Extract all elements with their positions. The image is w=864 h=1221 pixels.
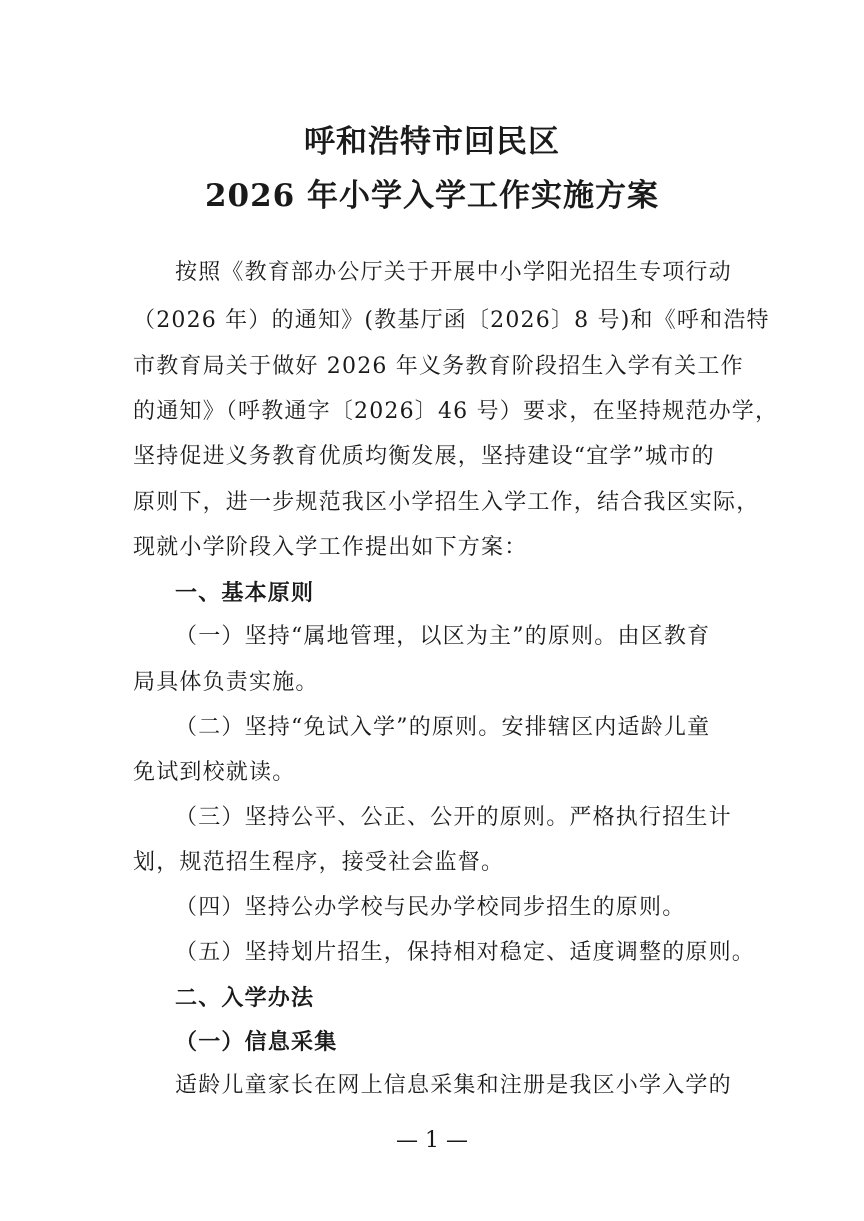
intro-line-2: （2026 年）的通知》(教基厅函〔2026〕8 号)和《呼和浩特 [133, 308, 770, 333]
info-collection-line-1: 适龄儿童家长在网上信息采集和注册是我区小学入学的 [175, 1073, 732, 1098]
section-1-heading: 一、基本原则 [175, 580, 315, 606]
principle-2-line-2: 免试到校就读。 [133, 760, 296, 785]
principle-4-line-1: （四）坚持公办学校与民办学校同步招生的原则。 [175, 895, 686, 920]
principle-1-line-2: 局具体负责实施。 [133, 670, 319, 695]
intro-line-1: 按照《教育部办公厅关于开展中小学阳光招生专项行动 [175, 260, 732, 285]
principle-3-line-1: （三）坚持公平、公正、公开的原则。严格执行招生计 [175, 805, 732, 830]
intro-line-6: 原则下，进一步规范我区小学招生入学工作，结合我区实际， [133, 490, 760, 515]
document-title-line1: 呼和浩特市回民区 [304, 124, 560, 160]
intro-line-4: 的通知》（呼教通字〔2026〕46 号）要求，在坚持规范办学， [133, 399, 779, 424]
principle-5-line-1: （五）坚持划片招生，保持相对稳定、适度调整的原则。 [175, 940, 756, 965]
intro-line-7: 现就小学阶段入学工作提出如下方案： [133, 535, 528, 560]
intro-line-3: 市教育局关于做好 2026 年义务教育阶段招生入学有关工作 [133, 354, 744, 379]
document-title-line2: 2026 年小学入学工作实施方案 [204, 178, 660, 214]
subsection-1-heading: （一）信息采集 [175, 1029, 338, 1055]
intro-line-5: 坚持促进义务教育优质均衡发展，坚持建设“宜学”城市的 [133, 444, 715, 469]
principle-3-line-2: 划，规范招生程序，接受社会监督。 [133, 850, 505, 875]
section-2-heading: 二、入学办法 [175, 985, 315, 1011]
principle-2-line-1: （二）坚持“免试入学”的原则。安排辖区内适龄儿童 [175, 715, 711, 740]
principle-1-line-1: （一）坚持“属地管理，以区为主”的原则。由区教育 [175, 624, 711, 649]
page-number: — 1 — [396, 1128, 468, 1153]
